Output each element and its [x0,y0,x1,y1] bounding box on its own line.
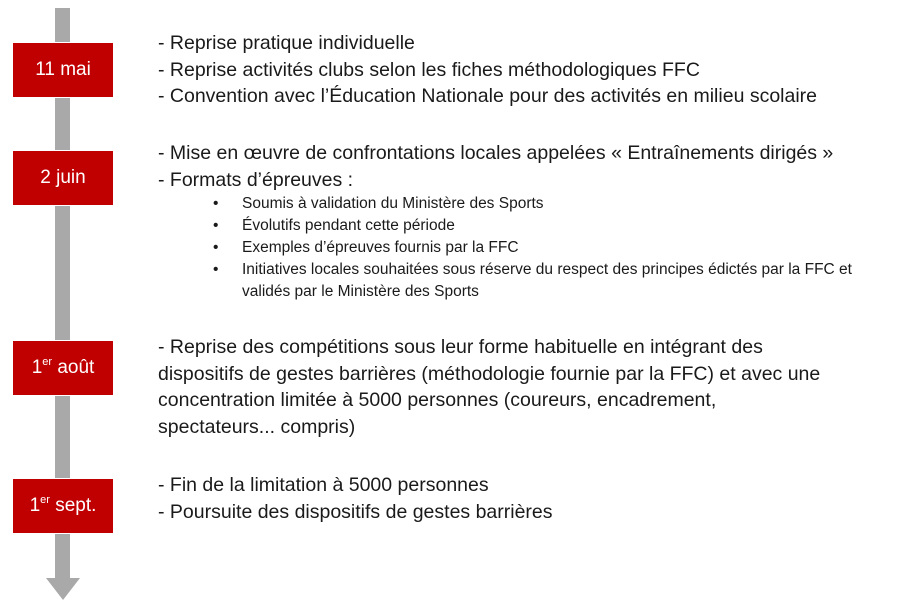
event-line: - Formats d’épreuves : [158,168,354,191]
bullet-icon: • [213,195,219,212]
bullet-icon: • [213,261,219,278]
timeline-arrow-head [46,578,80,600]
event-1er-sept [158,472,553,525]
list-item-text: Initiatives locales souhaitées sous réserve du respect des principes édictés par la FFC et validés par le Ministère des Sports [242,261,852,300]
date-label: 1er août [31,356,95,378]
event-11-mai [158,30,817,110]
list-item [158,237,898,259]
event-line: - Fin de la limitation à 5000 personnes [158,474,489,496]
list-item-text: Évolutifs pendant cette période [242,217,455,234]
event-2-juin [158,140,898,303]
formats-bullet-list [158,193,898,303]
bullet-icon: • [213,239,219,256]
event-1er-aout [158,334,828,440]
event-line: - Reprise activités clubs selon les fiches méthodologiques FFC [158,58,700,81]
event-line: - Convention avec l’Éducation Nationale pour des activités en milieu scolaire [158,85,818,107]
date-box-11-mai [12,42,114,98]
date-box-1er-aout [12,340,114,396]
list-item-text: Soumis à validation du Ministère des Sports [242,195,544,212]
date-label: 2 juin [40,167,86,188]
event-line: - Poursuite des dispositifs de gestes barrières [158,500,553,523]
date-box-2-juin [12,150,114,206]
bullet-icon: • [213,217,219,234]
date-box-1er-sept [12,478,114,534]
date-label: 1er sept. [29,494,97,516]
event-line: - Mise en œuvre de confrontations locales appelées « Entraînements dirigés » [158,142,834,164]
event-line: - Reprise pratique individuelle [158,32,415,54]
list-item [158,215,898,237]
list-item [158,193,898,215]
list-item [158,259,898,303]
event-paragraph: - Reprise des compétitions sous leur forme habituelle en intégrant des dispositifs de gestes barrières (méthodologie fournie par la FFC) et avec une concentration limitée à 5000 personnes (coureurs, encadrement, spectateurs... compris) [158,336,821,438]
date-label: 11 mai [35,59,91,80]
list-item-text: Exemples d’épreuves fournis par la FFC [242,239,519,256]
